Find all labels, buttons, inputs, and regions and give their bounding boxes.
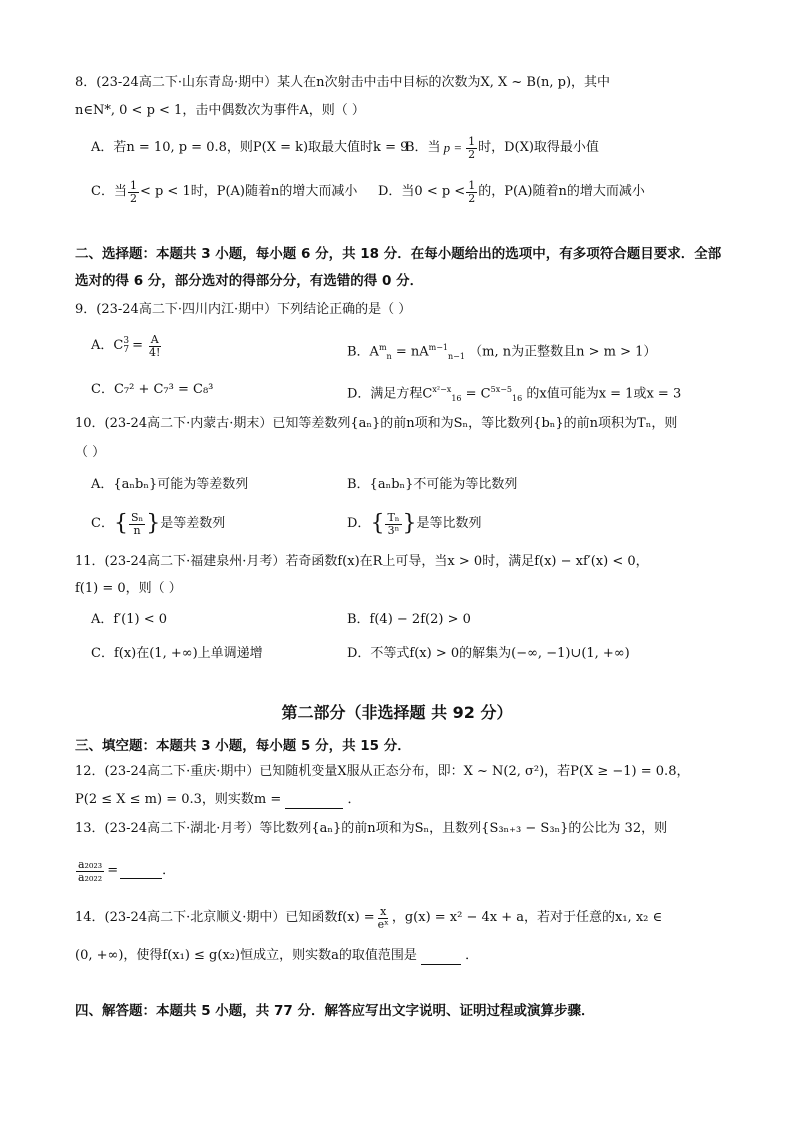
q10-option-d-numerator: Tₙ <box>387 510 400 524</box>
q8-option-b-denominator: 2 <box>468 147 476 161</box>
q8-option-a: A．若n = 10, p = 0.8，则P(X = k)取最大值时k = 9 <box>91 140 409 155</box>
q10-stem-line2: （ ） <box>75 445 106 460</box>
q8-option-c-denominator: 2 <box>129 191 137 205</box>
q8-option-b-var: p = <box>443 140 463 155</box>
q14-stem-line1 <box>75 901 662 935</box>
section2-heading-line1: 二、选择题：本题共 3 小题，每小题 6 分，共 18 分．在每小题给出的选项中，有多项符合题目要求．全部 <box>75 246 722 262</box>
q8-option-c-numerator: 1 <box>129 178 137 192</box>
q11-option-a: A．f′(1) < 0 <box>91 612 167 627</box>
q9-option-b: B．$A^m_n = nA^{m-1}_{n-1}$ （m, n为正整数且n > m > 1） <box>347 343 657 361</box>
q14-stem-line2-text: (0, +∞)，使得f(x₁) ≤ g(x₂)恒成立，则实数a的取值范围是 <box>75 948 417 963</box>
q8-option-b-numerator: 1 <box>468 134 476 148</box>
q10-option-d-fraction <box>385 512 401 537</box>
q9-option-a-prefix: A．C <box>91 338 124 353</box>
q12-answer-blank[interactable] <box>285 794 343 809</box>
q9-option-c: C．C₇² + C₇³ = C₈³ <box>91 382 214 397</box>
q8-stem-line1: 8．(23-24高二下·山东青岛·期中）某人在n次射击中击中目标的次数为X, X ~ B(n, p)，其中 <box>75 75 611 90</box>
q14-stem-line1-suffix: ，g(x) = x² − 4x + a，若对于任意的x₁, x₂ ∈ <box>391 910 663 925</box>
q14-stem-line2 <box>75 947 478 965</box>
q10-option-d-suffix: 是等比数列 <box>416 516 482 531</box>
q8-option-b-prefix: B．当 <box>405 140 441 155</box>
q11-option-b: B．f(4) − 2f(2) > 0 <box>347 612 471 627</box>
q14-stem-line2-end: ． <box>465 948 479 963</box>
q13-fraction-denominator: a₂₀₂₂ <box>78 870 103 884</box>
q10-option-c-prefix: C． <box>91 516 114 531</box>
q14-fraction <box>376 906 391 931</box>
q9-option-b-note: （m, n为正整数且n > m > 1） <box>469 344 657 360</box>
section3-heading: 三、填空题：本题共 3 小题，每小题 5 分，共 15 分． <box>75 738 411 754</box>
q9-option-a-indices: 3 7 <box>123 336 130 355</box>
q14-answer-blank[interactable] <box>421 950 461 965</box>
q10-option-a: A．{aₙbₙ}可能为等差数列 <box>91 477 249 492</box>
q10-option-c-numerator: Sₙ <box>130 510 144 524</box>
q10-option-c-suffix: 是等差数列 <box>160 516 226 531</box>
q9-option-a-numerator: A <box>150 332 159 346</box>
q9-option-d-suffix: 的x值可能为x = 1或x = 3 <box>526 386 682 402</box>
q10-option-b: B．{aₙbₙ}不可能为等比数列 <box>347 477 518 492</box>
q8-option-d-numerator: 1 <box>468 178 476 192</box>
q11-option-d: D．不等式f(x) > 0的解集为(−∞, −1)∪(1, +∞) <box>347 646 630 661</box>
q11-stem-line2: f(1) = 0，则（ ） <box>75 581 182 596</box>
q13-stem-line2: $\frac{\text{a₂₀₂₃}}{\text{a₂₀₂₂}}$ = ． <box>78 857 176 884</box>
q10-option-c: C． { $\frac{\text{Sₙ}}{n}$ } 是等差数列 <box>91 510 226 537</box>
q9-option-d-prefix: D．满足方程C <box>347 386 433 402</box>
q8-option-c-fraction <box>128 180 139 205</box>
q10-option-c-denominator: n <box>133 523 141 537</box>
q8-option-d-denominator: 2 <box>468 191 476 205</box>
q12-stem-line2-text: P(2 ≤ X ≤ m) = 0.3，则实数m = <box>75 792 282 807</box>
q9-option-b-prefix: B．A <box>347 344 379 360</box>
q13-fraction-numerator: a₂₀₂₃ <box>78 857 103 871</box>
q12-stem-line2 <box>75 791 361 809</box>
q11-stem-line1: 11．(23-24高二下·福建泉州·月考）若奇函数f(x)在R上可导，当x > 0时，满足f(x) − xf′(x) < 0， <box>75 554 649 569</box>
q14-stem-line1-prefix: 14．(23-24高二下·北京顺义·期中）已知函数f(x) = <box>75 910 375 925</box>
q11-option-c: C．f(x)在(1, +∞)上单调递增 <box>91 646 263 661</box>
q8-option-d-prefix: D．当0 < p < <box>378 184 466 199</box>
q12-stem-line1: 12．(23-24高二下·重庆·期中）已知随机变量X服从正态分布，即：X ~ N(2, σ²)，若P(X ≥ −1) = 0.8， <box>75 764 690 779</box>
q8-option-c-prefix: C．当 <box>91 184 127 199</box>
q9-option-a: A．C 3 7 = $\frac{A}{4!}$ <box>91 332 161 359</box>
q12-stem-line2-end: ． <box>347 792 361 807</box>
q9-option-a-fraction <box>147 334 162 359</box>
q9-option-d: D．满足方程$C^{x^2-x}_{16} = C^{5x-5}_{16}$ 的x值可能为x = 1或x = 3 <box>347 385 682 403</box>
section4-heading: 四、解答题：本题共 5 小题，共 77 分．解答应写出文字说明、证明过程或演算步骤． <box>75 1003 595 1019</box>
q8-option-b-fraction <box>466 136 477 161</box>
q10-option-d-denominator: 3ⁿ <box>387 523 400 537</box>
q8-option-d-fraction <box>466 180 477 205</box>
q10-option-c-fraction <box>129 512 145 537</box>
q13-fraction <box>76 859 104 884</box>
q10-stem-line1: 10．(23-24高二下·内蒙古·期末）已知等差数列{aₙ}的前n项和为Sₙ，等比数列{bₙ}的前n项积为Tₙ，则 <box>75 416 678 431</box>
q8-option-d-suffix: 的，P(A)随着n的增大而减小 <box>478 184 645 199</box>
part2-title: 第二部分（非选择题 共 92 分） <box>281 703 513 722</box>
q8-stem-line2: n∈N*, 0 < p < 1，击中偶数次为事件A，则（ ） <box>75 103 365 118</box>
q8-option-c-suffix: < p < 1时，P(A)随着n的增大而减小 <box>139 184 358 199</box>
q9-option-d-mid: = C <box>465 386 491 402</box>
q13-stem-line1: 13．(23-24高二下·湖北·月考）等比数列{aₙ}的前n项和为Sₙ，且数列{S₃ₙ₊₃ − S₃ₙ}的公比为 32，则 <box>75 821 668 836</box>
q9-option-a-denominator: 4! <box>148 345 161 359</box>
q14-fraction-denominator: eˣ <box>377 917 389 931</box>
q8-option-d <box>378 175 645 209</box>
q13-answer-blank[interactable] <box>120 864 162 879</box>
section2-heading-line2: 选对的得 6 分，部分选对的得部分分，有选错的得 0 分． <box>75 273 424 289</box>
q9-option-b-equation: = nA <box>395 344 429 360</box>
q14-fraction-numerator: x <box>380 904 387 918</box>
q10-option-d-prefix: D． <box>347 516 371 531</box>
q8-option-b-suffix: 时，D(X)取得最小值 <box>478 140 599 155</box>
q8-option-b <box>405 131 599 165</box>
q9-stem: 9．(23-24高二下·四川内江·期中）下列结论正确的是（ ） <box>75 302 412 317</box>
q10-option-d: D． { $\frac{\text{Tₙ}}{\text{3ⁿ}}$ } 是等比数列 <box>347 510 482 537</box>
q13-stem-line2-end: ． <box>162 863 176 878</box>
q8-option-c <box>91 175 357 209</box>
